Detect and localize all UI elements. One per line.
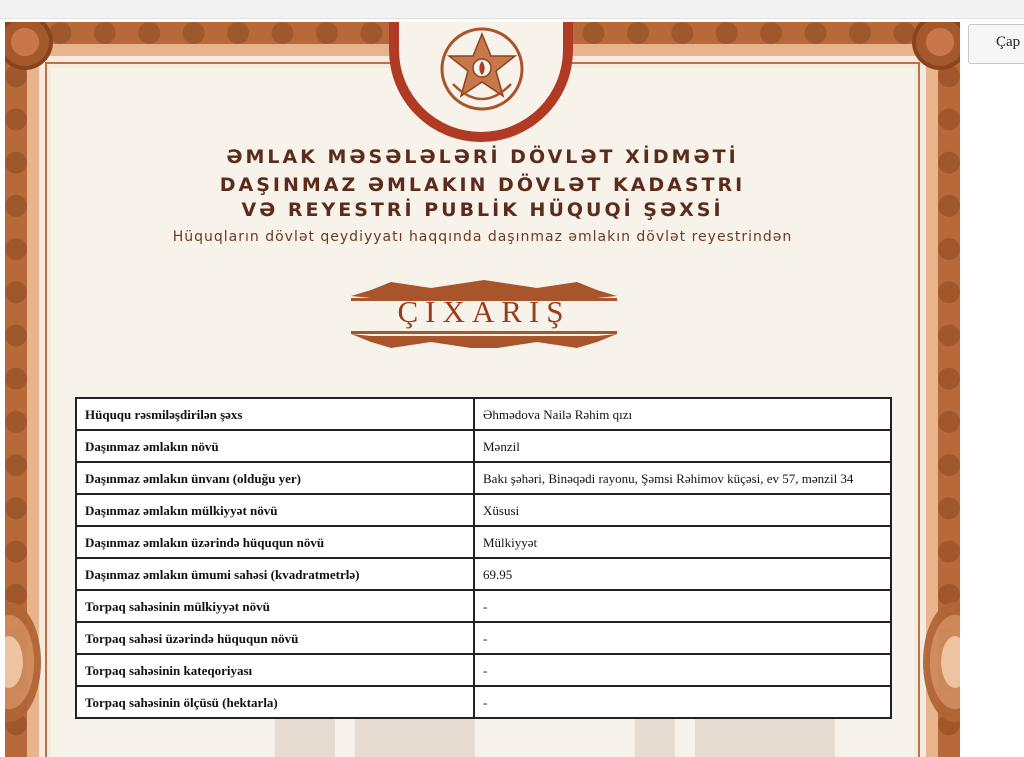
row-label: Torpaq sahəsi üzərində hüququn növü (76, 622, 474, 654)
certificate-title: ÇIXARIŞ (397, 294, 571, 329)
table-row (76, 398, 891, 430)
row-label: Torpaq sahəsinin kateqoriyası (76, 654, 474, 686)
table-row (76, 526, 891, 558)
table-row (76, 462, 891, 494)
row-value: Mülkiyyət (474, 526, 891, 558)
table-row (76, 590, 891, 622)
row-value: 69.95 (474, 558, 891, 590)
row-label: Daşınmaz əmlakın üzərində hüququn növü (76, 526, 474, 558)
row-value: Mənzil (474, 430, 891, 462)
row-label: Hüququ rəsmiləşdirilən şəxs (76, 398, 474, 430)
registry-table (75, 397, 892, 719)
print-button[interactable]: Çap (968, 24, 1024, 64)
browser-top-strip (0, 0, 1024, 19)
certificate (5, 22, 960, 757)
heading-line-2: DAŞINMAZ ƏMLAKIN DÖVLƏT KADASTRI (219, 174, 746, 196)
row-label: Torpaq sahəsinin ölçüsü (hektarla) (76, 686, 474, 718)
table-row (76, 622, 891, 654)
table-row (76, 430, 891, 462)
row-value: - (474, 654, 891, 686)
azerbaijan-emblem-icon (439, 26, 525, 112)
table-row (76, 558, 891, 590)
row-label: Torpaq sahəsinin mülkiyyət növü (76, 590, 474, 622)
row-value: Əhmədova Nailə Rəhim qızı (474, 398, 891, 430)
table-row (76, 494, 891, 526)
table-row (76, 654, 891, 686)
row-value: - (474, 590, 891, 622)
row-label: Daşınmaz əmlakın ünvanı (olduğu yer) (76, 462, 474, 494)
row-value: - (474, 686, 891, 718)
row-value: - (474, 622, 891, 654)
heading-line-1: ƏMLAK MƏSƏLƏLƏRİ DÖVLƏT XİDMƏTİ (226, 146, 739, 168)
row-value: Bakı şəhəri, Binəqədi rayonu, Şəmsi Rəhimov küçəsi, ev 57, mənzil 34 (474, 462, 891, 494)
table-row (76, 686, 891, 718)
heading-line-3: VƏ REYESTRİ PUBLİK HÜQUQİ ŞƏXSİ (241, 199, 724, 221)
row-label: Daşınmaz əmlakın mülkiyyət növü (76, 494, 474, 526)
heading-subtitle: Hüquqların dövlət qeydiyyatı haqqında daşınmaz əmlakın dövlət reyestrindən (172, 229, 793, 245)
row-label: Daşınmaz əmlakın növü (76, 430, 474, 462)
row-value: Xüsusi (474, 494, 891, 526)
row-label: Daşınmaz əmlakın ümumi sahəsi (kvadratmetrlə) (76, 558, 474, 590)
